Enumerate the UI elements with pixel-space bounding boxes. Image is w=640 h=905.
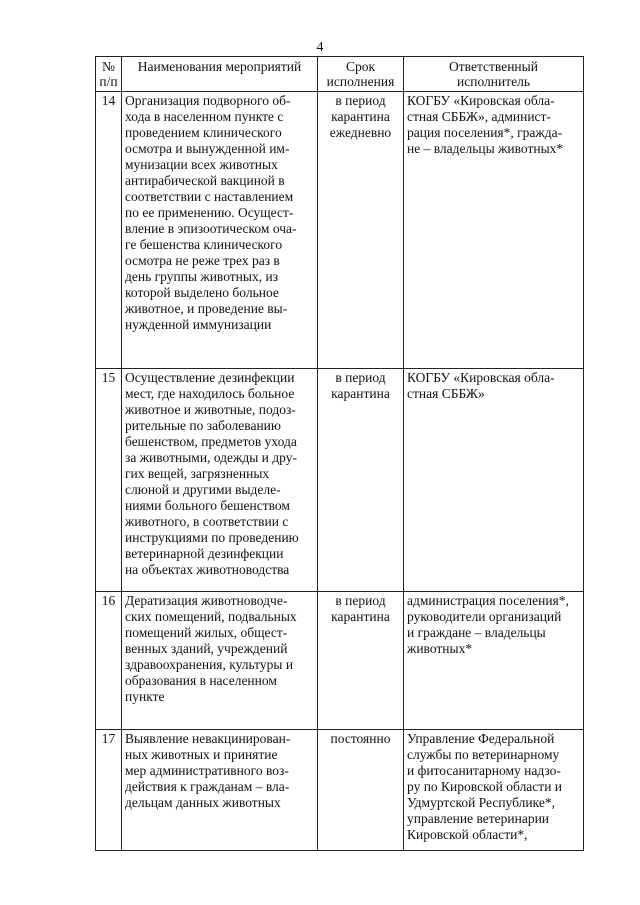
measure-term: постоянно <box>318 730 404 851</box>
measure-term: в период карантина <box>318 369 404 592</box>
measure-responsible: администрация поселения*, руководители организаций и граждане – владельцы животных* <box>404 592 584 730</box>
row-number: 17 <box>96 730 122 851</box>
table-row <box>96 92 584 369</box>
row-number: 15 <box>96 369 122 592</box>
measure-responsible: Управление Федеральной службы по ветеринарному и фитосанитарному надзо- ру по Кировской области и Удмуртской Республике*, управление ветеринарии Кировской области*, <box>404 730 584 851</box>
row-number: 14 <box>96 92 122 369</box>
row-number: 16 <box>96 592 122 730</box>
measure-name: Осуществление дезинфекции мест, где находилось больное животное и животные, подоз- рительные по заболеванию бешенством, предметов ухода за животными, одежды и дру- гих вещей, загрязненных слюной и другими выделе- ниями больного бешенством животного, в соответствии с инструкциями по проведению ветеринарной дезинфекции на объектах животноводства <box>122 369 318 592</box>
table-row <box>96 592 584 730</box>
table-header-row <box>96 57 584 92</box>
header-num: № п/п <box>96 57 122 92</box>
header-name: Наименования мероприятий <box>122 57 318 92</box>
measure-term: в период карантина ежедневно <box>318 92 404 369</box>
table-row <box>96 730 584 851</box>
header-term: Срок исполнения <box>318 57 404 92</box>
measure-term: в период карантина <box>318 592 404 730</box>
measure-responsible: КОГБУ «Кировская обла- стная СББЖ», админист- рация поселения*, гражда- не – владельцы животных* <box>404 92 584 369</box>
table-row <box>96 369 584 592</box>
header-responsible: Ответственный исполнитель <box>404 57 584 92</box>
measure-name: Дератизация животноводче- ских помещений, подвальных помещений жилых, общест- венных зданий, учреждений здравоохранения, культуры и образования в населенном пункте <box>122 592 318 730</box>
measure-name: Организация подворного об- хода в населенном пункте с проведением клинического осмотра и вынужденной им- мунизации всех животных антирабической вакциной в соответствии с наставлением по ее применению. Осущест- вление в эпизоотическом оча- ге бешенства клинического осмотра не реже трех раз в день группы животных, из которой выделено больное животное, и проведение вы- нужденной иммунизации <box>122 92 318 369</box>
measure-responsible: КОГБУ «Кировская обла- стная СББЖ» <box>404 369 584 592</box>
page-number: 4 <box>316 40 324 55</box>
measure-name: Выявление невакцинирован- ных животных и принятие мер административного воз- действия к гражданам – вла- дельцам данных животных <box>122 730 318 851</box>
measures-table <box>95 56 584 851</box>
